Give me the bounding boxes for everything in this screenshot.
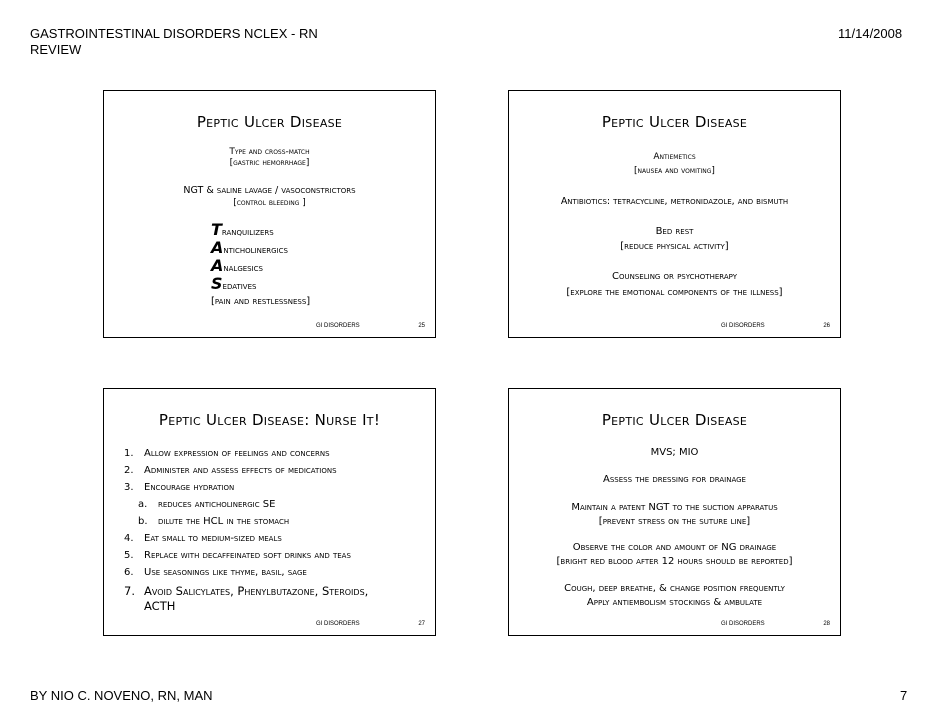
slide-28 bbox=[508, 388, 841, 636]
mnemonic-rest: edatives bbox=[222, 281, 257, 292]
list-item: 2. Administer and assess effects of medications bbox=[124, 465, 337, 476]
mnemonic-rest: nalgesics bbox=[223, 263, 264, 274]
slide-number: 27 bbox=[418, 621, 425, 627]
mnemonic-letter: A bbox=[211, 238, 224, 257]
mnemonic-letter: A bbox=[211, 256, 224, 275]
slide-line: [control bleeding ] bbox=[233, 198, 306, 208]
slide-line: [bright red blood after 12 hours should be reported] bbox=[556, 556, 793, 567]
mnemonic-rest: nticholinergics bbox=[223, 245, 288, 256]
page-number: 7 bbox=[900, 688, 908, 703]
slide-title: Peptic Ulcer Disease bbox=[601, 113, 748, 131]
document-title-line1: GASTROINTESTINAL DISORDERS NCLEX - RN bbox=[30, 26, 318, 41]
slide-line: MVS; MIO bbox=[650, 447, 699, 458]
list-item: 5. Replace with decaffeinated soft drinks and teas bbox=[124, 550, 351, 561]
slide-title: Peptic Ulcer Disease bbox=[196, 113, 343, 131]
slide-footer-label: GI DISORDERS bbox=[721, 323, 765, 329]
slide-title: Peptic Ulcer Disease: Nurse It! bbox=[158, 411, 381, 429]
list-item: ACTH bbox=[144, 599, 176, 613]
mnemonic-rest: ranquilizers bbox=[221, 227, 274, 238]
slide-line: NGT & saline lavage / vasoconstrictors bbox=[183, 185, 356, 196]
slide-27 bbox=[103, 388, 436, 636]
document-title-line2: REVIEW bbox=[30, 42, 82, 57]
slide-footer-label: GI DISORDERS bbox=[721, 621, 765, 627]
slide-25 bbox=[103, 90, 436, 338]
slide-title: Peptic Ulcer Disease bbox=[601, 411, 748, 429]
slide-line: [reduce physical activity] bbox=[620, 241, 729, 252]
slide-number: 26 bbox=[823, 323, 830, 329]
slide-line: Maintain a patent NGT to the suction apparatus bbox=[571, 502, 778, 513]
slide-line: [explore the emotional components of the illness] bbox=[566, 287, 783, 298]
slide-line: Type and cross-match bbox=[229, 147, 310, 157]
slide-line: [prevent stress on the suture line] bbox=[598, 516, 751, 527]
list-item: 3. Encourage hydration bbox=[124, 482, 235, 493]
list-item: b. dilute the HCL in the stomach bbox=[138, 516, 290, 527]
slide-line: [nausea and vomiting] bbox=[634, 166, 715, 176]
slide-line: Antiemetics bbox=[653, 152, 696, 162]
slide-number: 28 bbox=[823, 621, 830, 627]
list-item: 4. Eat small to medium-sized meals bbox=[124, 533, 282, 544]
slide-line: Bed rest bbox=[655, 226, 694, 237]
list-item: 1. Allow expression of feelings and concerns bbox=[124, 448, 330, 459]
slide-line: [gastric hemorrhage] bbox=[229, 158, 310, 168]
slide-line: Apply antiembolism stockings & ambulate bbox=[586, 597, 763, 608]
slide-26 bbox=[508, 90, 841, 338]
slide-line: Observe the color and amount of NG drainage bbox=[572, 542, 777, 553]
slide-footer-label: GI DISORDERS bbox=[316, 621, 360, 627]
slide-line: Antibiotics: tetracycline, metronidazole, and bismuth bbox=[560, 196, 789, 207]
mnemonic-letter: S bbox=[211, 274, 223, 293]
list-item: 6. Use seasonings like thyme, basil, sage bbox=[124, 567, 307, 578]
list-item: a. reduces anticholinergic SE bbox=[138, 499, 276, 510]
slide-number: 25 bbox=[418, 323, 425, 329]
document-author: BY NIO C. NOVENO, RN, MAN bbox=[30, 688, 213, 703]
slide-line: Cough, deep breathe, & change position frequently bbox=[564, 583, 785, 594]
mnemonic-item bbox=[211, 274, 257, 294]
slide-line: Assess the dressing for drainage bbox=[603, 474, 746, 485]
slide-line: Counseling or psychotherapy bbox=[612, 271, 737, 282]
mnemonic-note: [pain and restlessness] bbox=[211, 296, 311, 307]
mnemonic-letter: T bbox=[211, 220, 222, 239]
document-title bbox=[30, 26, 318, 58]
list-item: 7. Avoid Salicylates, Phenylbutazone, Steroids, bbox=[124, 584, 369, 598]
document-date: 11/14/2008 bbox=[838, 26, 903, 41]
slide-footer-label: GI DISORDERS bbox=[316, 323, 360, 329]
